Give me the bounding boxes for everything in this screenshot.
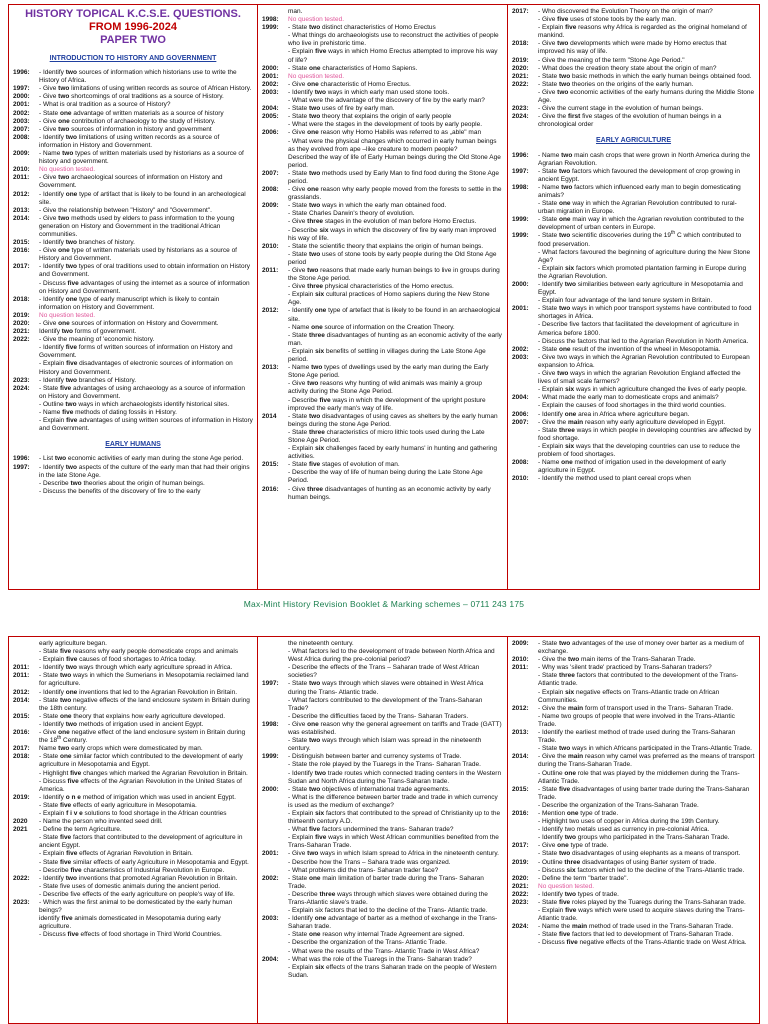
question-entry: 2018: - Identify one type of early manuscript which is likely to contain information on History and Government.: [13, 295, 220, 311]
question-entry: 2014 - State two disadvantages of using caves as shelters by the early human beings during the stone Age Period.: [262, 412, 498, 428]
question-entry: 2015: - State five stages of evolution of man.: [262, 461, 400, 469]
question-entry: 2015: - State five disadvantages of using barter trade during the Trans-Saharan Trade.: [512, 785, 750, 801]
question-entry: 1997: - Give two limitations of using written records as source of African History.: [13, 85, 252, 93]
question-entry: 2004: - What was the role of the Tuaregs in the Trans- Saharan trade?: [262, 955, 472, 963]
question-entry: 2006: - Give one reason why Homo Habilis was referred to as „able" man: [262, 129, 482, 137]
question-entry: 1996: - Identify two sources of information which historians use to write the History of Africa.: [13, 69, 237, 85]
question-entry: 1996: - Name two main cash crops that were grown in North America during the Agrarian Revolution.: [512, 151, 751, 167]
question-entry: 2022: - Identify two types of trade.: [512, 890, 619, 898]
question-entry: 2000: - Identify two similarities between early agriculture in Mesopotamia and Egypt.: [512, 281, 743, 297]
question-entry: 2011: - Why was 'silent trade' practiced by Trans-Saharan traders?: [512, 664, 712, 672]
question-entry: 1999: - State two scientific discoveries during the 19th C which contributed to food preservation.: [512, 230, 742, 248]
question-entry: 2014: - Give two methods used by elders to pass information to the young generation on History and Government in the traditional African communities.: [13, 214, 235, 238]
question-entry: 1999: - Distinguish between barter and currency systems of Trade.: [262, 753, 462, 761]
question-entry: 2005: - State two theory that explains the origin of early people: [262, 113, 452, 121]
question-entry: 2024: - Give the first five stages of the evolution of human beings in a chronological order: [512, 113, 722, 129]
question-entry: 2017: Name two early crops which were domesticated by man.: [13, 745, 203, 753]
question-entry: 2017: - Identify two types of oral traditions used to obtain information on History and Government.: [13, 263, 250, 279]
page1-column-2: man. 1998: No question tested. 1999: - State two distinct characteristics of Homo Erectus - What things do archaeologists use to reconstruct the activities of people who live in prehistoric time. - Explain five ways in which Homo Erectus attempted to improve his way of life? 2000: - State one characteristics of Homo Sapiens. 2001: No question tested. 2002: - Give one characteristic of Homo Erectus. 2003: - Identify two ways in which early man used stone tools. - What were the advantage of the discovery of fire by the early man? 2004: - State two uses of fire by early man. 2005: - State two theory that explains the origin of early people - What were the stages in the development of tools by early people. 2006: - Give one reason why Homo Habilis was referred to as „able" man - What were the physical changes which occurred in early human beings as they evolved from ape –like creature to modern people? Described the way of life of Early Human beings during the Old Stone Age period. 2007: - State two methods used by Early Man to find food during the Stone Age period. 2008: - Give one reason why early people moved from the forests to settle in the grasslands. 2009: - State two ways in which the early man obtained food. - State Charles Darwin's theory of evolution. - Give three stages in the evolution of man before Homo Erectus. - Describe six ways in which the discovery of fire by early man improved his way of life. 2010: - State the scientific theory that explains the origin of human beings. - State two uses of stone tools by early people during the Old Stone Age period 2011: - Give two reasons that made early human beings to live in groups during the Stone Age period. - Give three physical characteristics of the Homo erectus. - Explain six cultural practices of Homo sapiens during the New Stone Age. 2012: - Identify one type of artefact that is likely to be found in an archaeological site. - Name one source of information on the Creation Theory. - State three disadvantages of hunting as an economic activity of the early man. - Explain six benefits of settling in villages during the Late Stone Age period. 2013: - Name two types of dwellings used by the early man during the Early Stone Age period. - Give two reasons why hunting of wild animals was mainly a group activity during the Stone Age Period. - Describe five ways in which the development of the upright posture improved the early man's way of life. 2014 - State two disadvantages of using caves as shelters by the early human beings during the stone Age Period. - State three characteristics of micro lithic tools used during the Late Stone Age Period. - Explain six challenges faced by early humans' in hunting and gathering activities. 2015: - State five stages of evolution of man. - Describe the way of life of human being during the Late Stone Age Period. 2016: - Give three disadvantages of hunting as an economic activity by early human beings.: [258, 4, 508, 590]
question-entry: 1999: - State two distinct characteristics of Homo Erectus: [262, 24, 436, 32]
question-entry: 2013: - Give the relationship between "History" and "Government".: [13, 206, 212, 214]
question-entry: 2010: - Give the two main items of the Trans-Saharan Trade.: [512, 656, 696, 664]
question-entry: 2023: - Identify two branches of History.: [13, 376, 137, 384]
question-entry: 2023: - Give the current stage in the evolution of human beings.: [512, 105, 704, 113]
question-entry: 2009: - State two ways in which the early man obtained food.: [262, 202, 447, 210]
question-entry: 2007: - Give two sources of information in history and government: [13, 125, 212, 133]
question-entry: 2012: - Identify one type of artifact that is likely to be found in an archeological site.: [13, 190, 246, 206]
question-entry: 2013: - Name two types of dwellings used by the early man during the Early Stone Age period.: [262, 364, 489, 380]
question-entry: 1997: - State two factors which favoured the development of crop growing in ancient Egypt.: [512, 167, 740, 183]
footer-contact: Max-Mint History Revision Booklet & Marking schemes – 0711 243 175: [243, 599, 525, 609]
question-entry: 2020: - Define the term "barter trade".: [512, 874, 629, 882]
question-entry: 2016: - Mention one type of trade.: [512, 809, 619, 817]
booklet-page-2: [8, 636, 760, 1024]
question-entry: 2011: - Give two archaeological sources of information on History and Government.: [13, 174, 223, 190]
question-entry: 2004: - What made the early man to domesticate crops and animals?: [512, 394, 719, 402]
question-entry: 2016: - Give three disadvantages of hunting as an economic activity by early human beings.: [262, 485, 491, 501]
question-entry: 2012: - Identify one inventions that led to the Agrarian Revolution in Britain.: [13, 688, 238, 696]
question-entry: 2021: Identify two forms of government.: [13, 328, 137, 336]
question-entry: 2001: - Give two ways in which Islam spread to Africa in the nineteenth century.: [262, 850, 499, 858]
question-entry: 2002: - State one advantage of written materials as a source of history: [13, 109, 224, 117]
question-entry: 2024: - State five advantages of using archaeology as a source of information on History and Government.: [13, 384, 245, 400]
section-heading-intro: INTRODUCTION TO HISTORY AND GOVERNMENT: [49, 55, 217, 62]
question-entry: 2017: - Give one type of trade.: [512, 842, 609, 850]
question-entry: 2001: No question tested.: [262, 72, 345, 80]
question-entry: 2010: - Identify the method used to plant cereal crops when: [512, 475, 691, 483]
question-entry: 2023: - Which was the first animal to be domesticated by the early human beings?: [13, 899, 233, 915]
question-entry: 2003: - Identify one advantage of barter as a method of exchange in the Trans- Saharan trade.: [262, 915, 498, 931]
page1-column-1: HISTORY TOPICAL K.C.S.E. QUESTIONS. FROM 1996-2024 PAPER TWO INTRODUCTION TO HISTORY AND GOVERNMENT 1996: - Identify two sources of information which historians use to write the History of Africa. 1997: - Give two limitations of using written records as source of African History. 2000: - Give two shortcomings of oral traditions as a source of History. 2001: - What is oral tradition as a source of History? 2002: - State one advantage of written materials as a source of history 2003: - Give one contribution of archaeology to the study of History. 2007: - Give two sources of information in history and government 2008: - Identify two limitations of using written records as a source of information in History and Government. 2009: - Name two types of written materials used by historians as a source of history and government. 2010: No question tested. 2011: - Give two archaeological sources of information on History and Government. 2012: - Identify one type of artifact that is likely to be found in an archeological site. 2013: - Give the relationship between "History" and "Government". 2014: - Give two methods used by elders to pass information to the young generation on History and Government in the traditional African communities. 2015: - Identify two branches of history. 2016: - Give one type of written materials used by historians as a source of History and Government. 2017: - Identify two types of oral traditions used to obtain information on History and Government. - Discuss five advantages of using the internet as a source of information on History and Government. 2018: - Identify one type of early manuscript which is likely to contain information on History and Government. 2019: No question tested. 2020: - Give one sources of information on History and Government. 2021: Identify two forms of government. 2022: - Give the meaning of 'economic history. - Identify five forms of written sources of information on History and Government. - Explain five disadvantages of electronic sources of information on History and Government. 2023: - Identify two branches of History. 2024: - State five advantages of using archaeology as a source of information on History and Government. - Outline two ways in which archaeologists identify historical sites. - Name five methods of dating fossils in History. - Explain five advantages of using written sources of information in History and Government. EARLY HUMANS 1996: - List two economic activities of early man during the stone Age period. 1997: - Identify two aspects of the culture of the early man that had their origins in the late Stone Age. - Describe two theories about the origin of human beings. - Discuss the benefits of the discovery of fire to the early: [8, 4, 258, 590]
question-entry: 2008: - Give one reason why early people moved from the forests to settle in the grasslands.: [262, 186, 502, 202]
question-entry: 2020: - Give one sources of information on History and Government.: [13, 320, 219, 327]
question-entry: 2016: - Give one negative effect of the land enclosure system in Britain during the 18th Century.: [13, 729, 246, 745]
question-entry: 2001: - What is oral tradition as a source of History?: [13, 101, 171, 109]
question-entry: 2000: - Give two shortcomings of oral traditions as a source of History.: [13, 93, 224, 101]
question-entry: 2008: - Name one method of irrigation used in the development of early agriculture in Egypt.: [512, 459, 726, 475]
question-entry: 2016: - Give one type of written materials used by historians as a source of History and Government.: [13, 247, 237, 263]
question-entry: 2020: - What does the creation theory state about the origin of man?: [512, 64, 717, 72]
question-entry: 2019: - Give the meaning of the term "Stone Age Period.": [512, 56, 685, 64]
question-entry: 2007: - State two methods used by Early Man to find food during the Stone Age period.: [262, 169, 500, 185]
document-title: HISTORY TOPICAL K.C.S.E. QUESTIONS.: [25, 8, 241, 20]
question-entry: 1996: - List two economic activities of early man during the stone Age period.: [13, 455, 244, 463]
page2-column-3: 2009: - State two advantages of the use of money over barter as a medium of exchange. 2010: - Give the two main items of the Trans-Saharan Trade. 2011: - Why was 'silent trade' practiced by Trans-Saharan traders? - State three factors that contributed to the development of the Trans-Atlantic trade. - Explain six negative effects on Trans-Atlantic trade on African Communities. 2012: - Give the main form of transport used in the Trans- Saharan Trade. - Name two groups of people that were involved in the Trans-Atlantic Trade. 2013: - Identify the earliest method of trade used during the Trans-Saharan Trade. - State two ways in which Africans participated in the Trans-Atlantic Trade. 2014: - Give the main reason why camel was preferred as the means of transport during the Trans-Saharan Trade. - Outline one role that was played by the middlemen during the Trans-Atlantic Trade. 2015: - State five disadvantages of using barter trade during the Trans-Saharan Trade. - Describe the organization of the Trans-Saharan Trade. 2016: - Mention one type of trade. - Highlight two uses of copper in Africa during the 19th Century. - Identify two metals used as currency in pre-colonial Africa. - Identify two groups who participated in the Trans-Saharan Trade. 2017: - Give one type of trade. - State two disadvantages of using elephants as a means of transport. 2019: - Outline three disadvantages of using Barter system of trade. - Discuss six factors which led to the decline of the Trans-Atlantic trade. 2020: - Define the term "barter trade". 2021: No question tested. 2022: - Identify two types of trade. 2023: - State five roles played by the Tuaregs during the Trans-Saharan trade. - Explain five ways which were used to acquire slaves during the Trans-Atlantic trade. 2024: - Name the main method of trade used in the Trans-Saharan Trade. - State five factors that led to development of Trans-Saharan Trade. - Discuss five negative effects of the Trans-Atlantic trade on West Africa.: [508, 636, 760, 1024]
question-entry: 2014: - Give the main reason why camel was preferred as the means of transport during the Trans-Saharan Trade.: [512, 753, 755, 769]
question-entry: 1998: - Give one reason why the general agreement on tariffs and Trade (GATT) was established.: [262, 720, 502, 737]
question-entry: 2018: - Give two developments which were made by Homo erectus that improved his way of life.: [512, 40, 727, 56]
question-entry: 2019: - Identify o n e method of irrigation which was used in ancient Egypt.: [13, 793, 236, 801]
question-entry: 1997: - Identify two aspects of the culture of the early man that had their origins in the late Stone Age.: [13, 463, 250, 479]
question-entry: 1997: - State two ways through which slaves were obtained in West Africa during the Trans- Atlantic trade.: [262, 680, 484, 696]
document-paper: PAPER TWO: [100, 34, 166, 46]
question-entry: 2011: - Identify two ways through which early agriculture spread in Africa.: [13, 664, 233, 672]
question-entry: 2010: No question tested.: [13, 166, 96, 174]
question-entry: 2006: - Identify one area in Africa where agriculture began.: [512, 410, 690, 418]
question-entry: 2003: - Give one contribution of archaeology to the study of History.: [13, 117, 216, 125]
question-entry: 2015: - State one theory that explains how early agriculture developed.: [13, 712, 226, 720]
page2-column-1: early agriculture began. - State five reasons why early people domesticate crops and animals - Explain five causes of food shortages to Africa today. 2011: - Identify two ways through which early agriculture spread in Africa. 2011: - State two ways in which the Sumerians in Mesopotamia reclaimed land for agriculture. 2012: - Identify one inventions that led to the Agrarian Revolution in Britain. 2014: - State two negative effects of the land enclosure system in Britain during the 18th century. 2015: - State one theory that explains how early agriculture developed. - Identify two methods of irrigation used in ancient Egypt. 2016: - Give one negative effect of the land enclosure system in Britain during the 18th Century. 2017: Name two early crops which were domesticated by man. 2018: - State one similar factor which contributed to the development of early agriculture in Mesopotamia and Egypt. - Highlight five changes which marked the Agrarian Revolution in Britain. - Discuss five effects of the Agrarian Revolution in the United States of America. 2019: - Identify o n e method of irrigation which was used in ancient Egypt. - State five effects of early agriculture in Mesopotamia. - Explain f i v e solutions to food shortage in the African countries 2020 - Name the person who invented seed drill. 2021 - Define the term Agriculture. - State five factors that contributed to the development of agriculture in ancient Egypt. - Explain five effects of Agrarian Revolution in Britain. - State five similar effects of early Agriculture in Mesopotamia and Egypt. - Describe five characteristics of Industrial Revolution in Europe. 2022: - Identify two inventions that promoted Agrarian Revolution in Britain. - State five uses of domestic animals during the ancient period. - Describe five effects of the early agriculture on people's way of life. 2023: - Which was the first animal to be domesticated by the early human beings? identify five animals domesticated in Mesopotamia during early agriculture. - Discuss five effects of food shortage in Third World Countries.: [8, 636, 258, 1024]
question-entry: 2021: No question tested.: [512, 882, 595, 890]
section-heading-early-humans: EARLY HUMANS: [105, 441, 161, 449]
question-entry: 2002: - Give one characteristic of Homo Erectus.: [262, 80, 411, 88]
question-entry: 2014: - State two negative effects of the land enclosure system in Britain during the 18th century.: [13, 696, 250, 712]
question-entry: 2012: - Give the main form of transport used in the Trans- Saharan Trade.: [512, 704, 734, 712]
question-entry: 2010: - State the scientific theory that explains the origin of human beings.: [262, 242, 484, 250]
question-entry: 2019: - Outline three disadvantages of using Barter system of trade.: [512, 858, 717, 866]
question-entry: 2022: - Give the meaning of 'economic history.: [13, 336, 155, 344]
question-entry: 2024: - Name the main method of trade used in the Trans-Saharan Trade.: [512, 923, 734, 931]
question-entry: 2002: - State one main limitation of barter trade during the Trans- Saharan Trade.: [262, 874, 484, 890]
page2-column-2: the nineteenth century. - What factors led to the development of trade between North Africa and West Africa during the pre-colonial period? - Describe the effects of the Trans – Saharan trade of West African societies? 1997: - State two ways through which slaves were obtained in West Africa during the Trans- Atlantic trade. - What factors contributed to the development of the Trans-Saharan Trade? - Describe the difficulties faced by the Trans- Saharan Traders. 1998: - Give one reason why the general agreement on tariffs and Trade (GATT) was established. - State two ways through which Islam was spread in the nineteenth century. 1999: - Distinguish between barter and currency systems of Trade. - State the role played by the Tuaregs in the Trans- Saharan Trade. - Identify two trade routes which connected trading centers in the Western Sudan and North Africa during the Trans-Saharan trade. 2000: - State two objectives of international trade agreements. - What is the difference between barter trade and trade in which currency is used as the medium of exchange? - Explain six factors that contributed to the spread of Christianity up to the thirteenth century A.D. - What five factors undermined the trans- Saharan trade? - Explain five ways in which West African communities benefited from the Trans-Saharan Trade. 2001: - Give two ways in which Islam spread to Africa in the nineteenth century. - Describe how the Trans – Sahara trade was organized. - What problems did the trans- Saharan trader face? 2002: - State one main limitation of barter trade during the Trans- Saharan Trade. - Describe three ways through which slaves were obtained during the Trans-Atlantic slave's trade. - Explain six factors that led to the decline of the Trans- Atlantic trade. 2003: - Identify one advantage of barter as a method of exchange in the Trans- Saharan trade. - State one reason why internal Trade Agreement are signed. - Describe the organization of the Trans- Atlantic Trade. - What were the results of the Trans- Atlantic Trade in West Africa? 2004: - What was the role of the Tuaregs in the Trans- Saharan trade? - Explain six effects of the trans Saharan trade on the people of Western Sudan.: [258, 636, 508, 1024]
question-entry: 2015: - Identify two branches of history.: [13, 239, 135, 247]
question-entry: 2011: - Give two reasons that made early human beings to live in groups during the Stone Age period.: [262, 267, 500, 283]
question-entry: 2009: - State two advantages of the use of money over barter as a medium of exchange.: [512, 640, 744, 656]
question-entry: 2019: No question tested.: [13, 311, 96, 319]
booklet-page-1: [8, 4, 760, 590]
question-entry: 2021 - Define the term Agriculture.: [13, 826, 122, 834]
question-entry: 2001: - State two ways in which poor transport systems have contributed to food shortages in Africa.: [512, 305, 752, 321]
question-entry: 1998: - Name two factors which influenced early man to begin domesticating animals?: [512, 183, 741, 199]
page1-column-3: 2017: - Who discovered the Evolution Theory on the origin of man? - Give five uses of stone tools by the early man. - Explain five reasons why Africa is regarded as the original homeland of mankind. 2018: - Give two developments which were made by Homo erectus that improved his way of life. 2019: - Give the meaning of the term "Stone Age Period." 2020: - What does the creation theory state about the origin of man? 2021: - State two basic methods in which the early human beings obtained food. 2022: - State two theories on the origins of the early human. - Give two economic activities of the early humans during the Middle Stone Age. 2023: - Give the current stage in the evolution of human beings. 2024: - Give the first five stages of the evolution of human beings in a chronological order EARLY AGRICULTURE 1996: - Name two main cash crops that were grown in North America during the Agrarian Revolution. 1997: - State two factors which favoured the development of crop growing in ancient Egypt. 1998: - Name two factors which influenced early man to begin domesticating animals? - State one way in which the Agrarian Revolution contributed to rural- urban migration in Europe. 1999: - State one main way in which the Agrarian revolution contributed to the development of urban centers in Europe. 1999: - State two scientific discoveries during the 19th C which contributed to food preservation. - What factors favoured the beginning of agriculture during the New Stone Age? - Explain six factors which promoted plantation farming in Europe during the Agrarian Revolution. 2000: - Identify two similarities between early agriculture in Mesopotamia and Egypt. - Explain four advantage of the land tenure system in Britain. 2001: - State two ways in which poor transport systems have contributed to food shortages in Africa. - Describe five factors that facilitated the development of agriculture in America before 1800. - Discuss the factors that led to the Agrarian Revolution in North America. 2002: - State one result of the invention of the wheel in Mesopotamia. 2003: - Give two ways in which the Agrarian Revolution contributed to European expansion to Africa. - Give two ways in which the agrarian Revolution England affected the lives of small scale farmers? - Explain six ways in which agriculture changed the lives of early people. 2004: - What made the early man to domesticate crops and animals? - Explain the causes of food shortages in the third world counties. 2006: - Identify one area in Africa where agriculture began. 2007: - Give the main reason why early agriculture developed in Egypt. - State three ways in which people in developing countries are affected by food shortage. - Explain six ways that the developing countries can use to reduce the problem of food shortages. 2008: - Name one method of irrigation used in the development of early agriculture in Egypt. 2010: - Identify the method used to plant cereal crops when: [508, 4, 760, 590]
question-entry: 2020 - Name the person who invented seed drill.: [13, 818, 163, 826]
question-entry: 2002: - State one result of the invention of the wheel in Mesopotamia.: [512, 345, 721, 353]
question-entry: 2021: - State two basic methods in which the early human beings obtained food.: [512, 72, 752, 80]
question-entry: 2022: - Identify two inventions that promoted Agrarian Revolution in Britain.: [13, 874, 238, 882]
question-entry: 2003: - Give two ways in which the Agrarian Revolution contributed to European expansion to Africa.: [512, 353, 750, 369]
question-entry: 2007: - Give the main reason why early agriculture developed in Egypt.: [512, 418, 726, 426]
question-entry: 2004: - State two uses of fire by early man.: [262, 105, 395, 113]
question-entry: 2003: - Identify two ways in which early man used stone tools.: [262, 88, 450, 96]
question-entry: 2018: - State one similar factor which contributed to the development of early agriculture in Mesopotamia and Egypt.: [13, 753, 243, 769]
question-entry: 2022: - State two theories on the origins of the early human.: [512, 80, 694, 88]
question-entry: 2011: - State two ways in which the Sumerians in Mesopotamia reclaimed land for agriculture.: [13, 672, 249, 688]
question-entry: 2008: - Identify two limitations of using written records as a source of information in History and Government.: [13, 133, 220, 149]
question-entry: 2023: - State five roles played by the Tuaregs during the Trans-Saharan trade.: [512, 899, 746, 906]
section-heading-early-agriculture: EARLY AGRICULTURE: [595, 137, 672, 145]
question-entry: 2017: - Who discovered the Evolution Theory on the origin of man?: [512, 8, 713, 15]
question-entry: 1998: No question tested.: [262, 16, 345, 24]
question-entry: 2000: - State two objectives of international trade agreements.: [262, 785, 450, 793]
question-entry: 2000: - State one characteristics of Homo Sapiens.: [262, 64, 418, 72]
question-entry: 2013: - Identify the earliest method of trade used during the Trans-Saharan Trade.: [512, 729, 736, 745]
question-entry: 2012: - Identify one type of artefact that is likely to be found in an archaeological site.: [262, 307, 501, 323]
document-year-range: FROM 1996-2024: [88, 21, 178, 33]
question-entry: 1999: - State one main way in which the Agrarian revolution contributed to the development of urban centers in Europe.: [512, 216, 744, 232]
question-entry: 2009: - Name two types of written materials used by historians as a source of history and government.: [13, 150, 244, 166]
